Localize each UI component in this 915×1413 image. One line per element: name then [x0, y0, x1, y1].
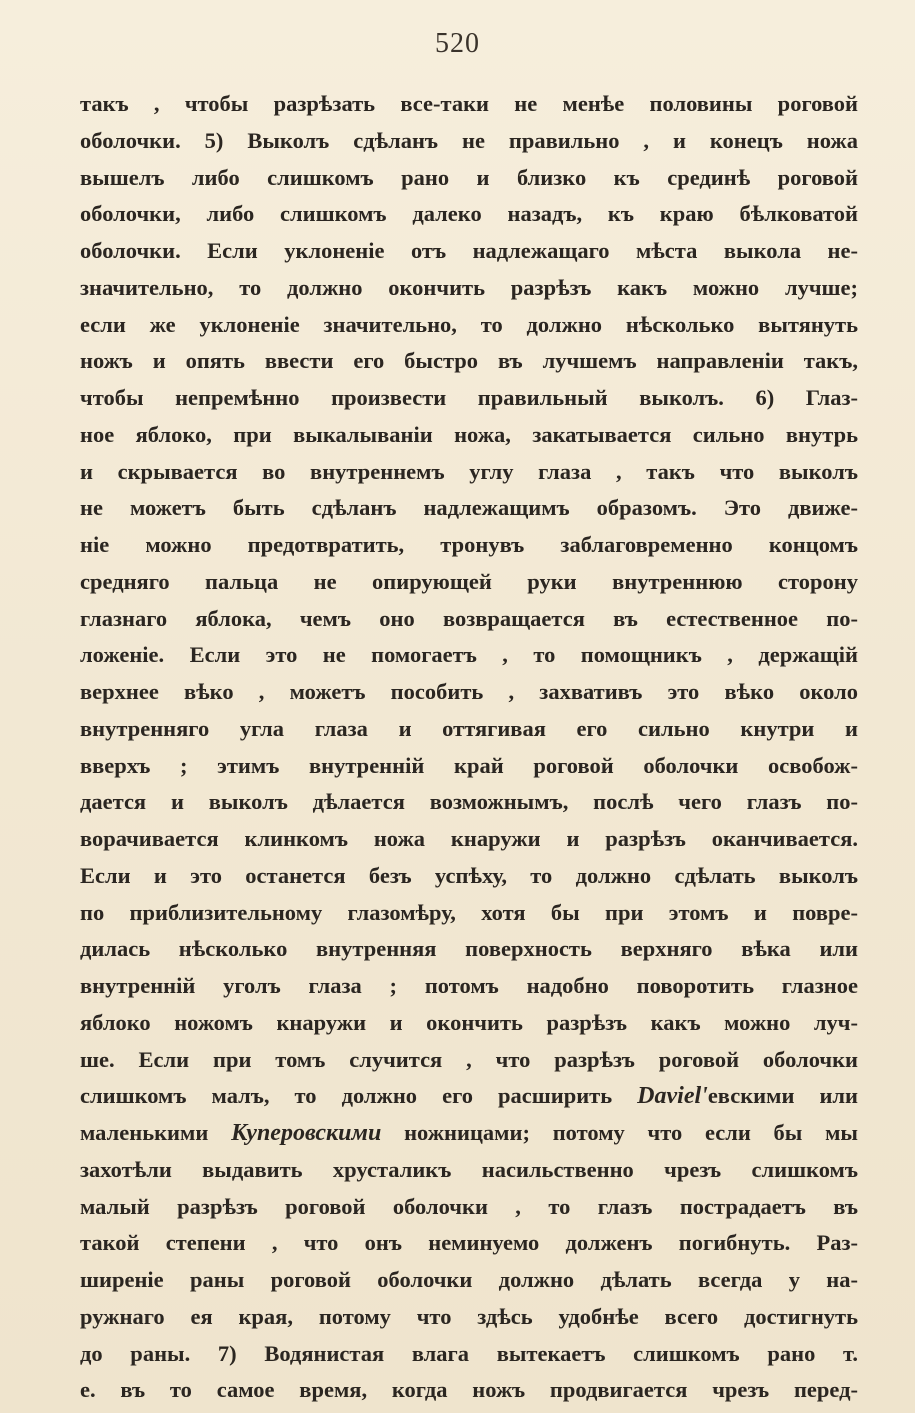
text-segment: слишкомъ малъ, то должно его расширить [80, 1083, 638, 1109]
text-segment: ножницами; потому что если бы мы [381, 1120, 858, 1145]
text-line: ножъ и опять ввести его быстро въ лучшемъ направленіи такъ, [80, 348, 858, 374]
text-line: ше. Если при томъ случится , что разрѣзъ роговой оболочки [80, 1046, 858, 1072]
text-line: ворачивается клинкомъ ножа кнаружи и разрѣзъ оканчивается. [80, 826, 858, 851]
italic-name: Daviel' [637, 1083, 708, 1110]
text-line: дается и выколъ дѣлается возможнымъ, послѣ чего глазъ по- [80, 789, 858, 815]
text-line: ложеніе. Если это не помогаетъ , то помощникъ , держащій [80, 642, 858, 668]
text-line: средняго пальца не опирующей руки внутреннюю сторону [80, 568, 858, 594]
text-line: оболочки. 5) Выколъ сдѣланъ не правильно , и конецъ ножа [80, 127, 858, 153]
italic-name: Куперовскими [231, 1120, 382, 1146]
text-line: захотѣли выдавить хрусталикъ насильственно чрезъ слишкомъ [80, 1156, 858, 1182]
text-line-with-italic [80, 1078, 858, 1115]
page-number: 520 [435, 28, 480, 59]
text-line: глазнаго яблока, чемъ оно возвращается въ естественное по- [80, 605, 858, 631]
text-line: не можетъ быть сдѣланъ надлежащимъ образомъ. Это движе- [80, 495, 858, 521]
text-line: внутренняго угла глаза и оттягивая его сильно кнутри и [80, 715, 858, 741]
text-line: верхнее вѣко , можетъ пособить , захвативъ это вѣко около [80, 679, 858, 704]
text-line: значительно, то должно окончить разрѣзъ какъ можно лучше; [80, 274, 858, 300]
text-segment: маленькими [80, 1120, 232, 1145]
text-line: по приблизительному глазомѣру, хотя бы при этомъ и повре- [80, 899, 858, 925]
text-line: такой степени , что онъ неминуемо долженъ погибнуть. Раз- [80, 1230, 858, 1256]
text-line: такъ , чтобы разрѣзать все-таки не менѣе половины роговой [80, 91, 858, 116]
text-line: ружнаго ея края, потому что здѣсь удобнѣе всего достигнуть [80, 1303, 858, 1329]
text-line: внутренній уголъ глаза ; потомъ надобно поворотить глазное [80, 973, 858, 998]
text-line: чтобы непремѣнно произвести правильный выколъ. 6) Глаз- [80, 385, 858, 410]
text-line: и скрывается во внутреннемъ углу глаза , такъ что выколъ [80, 458, 858, 484]
text-line: ное яблоко, при выкалываніи ножа, закатывается сильно внутрь [80, 421, 858, 447]
body-text [80, 86, 858, 1409]
text-line: если же уклоненіе значительно, то должно нѣсколько вытянуть [80, 311, 858, 337]
text-line: вышелъ либо слишкомъ рано и близко къ срединѣ роговой [80, 164, 858, 190]
text-line: вверхъ ; этимъ внутренній край роговой оболочки освобож- [80, 752, 858, 778]
text-segment: евскими или [707, 1083, 858, 1109]
text-line: ширеніе раны роговой оболочки должно дѣлать всегда у на- [80, 1267, 858, 1292]
text-line-with-italic [80, 1115, 858, 1152]
text-line: яблоко ножомъ кнаружи и окончить разрѣзъ какъ можно луч- [80, 1009, 858, 1035]
text-line: ніе можно предотвратить, тронувъ заблаговременно концомъ [80, 532, 858, 557]
text-line: дилась нѣсколько внутренняя поверхность верхняго вѣка или [80, 936, 858, 962]
text-line: е. въ то самое время, когда ножъ продвигается чрезъ перед- [80, 1377, 858, 1403]
text-line: до раны. 7) Водянистая влага вытекаетъ слишкомъ рано т. [80, 1340, 858, 1366]
text-line: оболочки, либо слишкомъ далеко назадъ, къ краю бѣлковатой [80, 201, 858, 227]
text-line: Если и это останется безъ успѣху, то должно сдѣлать выколъ [80, 862, 858, 888]
text-line: оболочки. Если уклоненіе отъ надлежащаго мѣста выкола не- [80, 238, 858, 263]
text-line: малый разрѣзъ роговой оболочки , то глазъ пострадаетъ въ [80, 1193, 858, 1219]
